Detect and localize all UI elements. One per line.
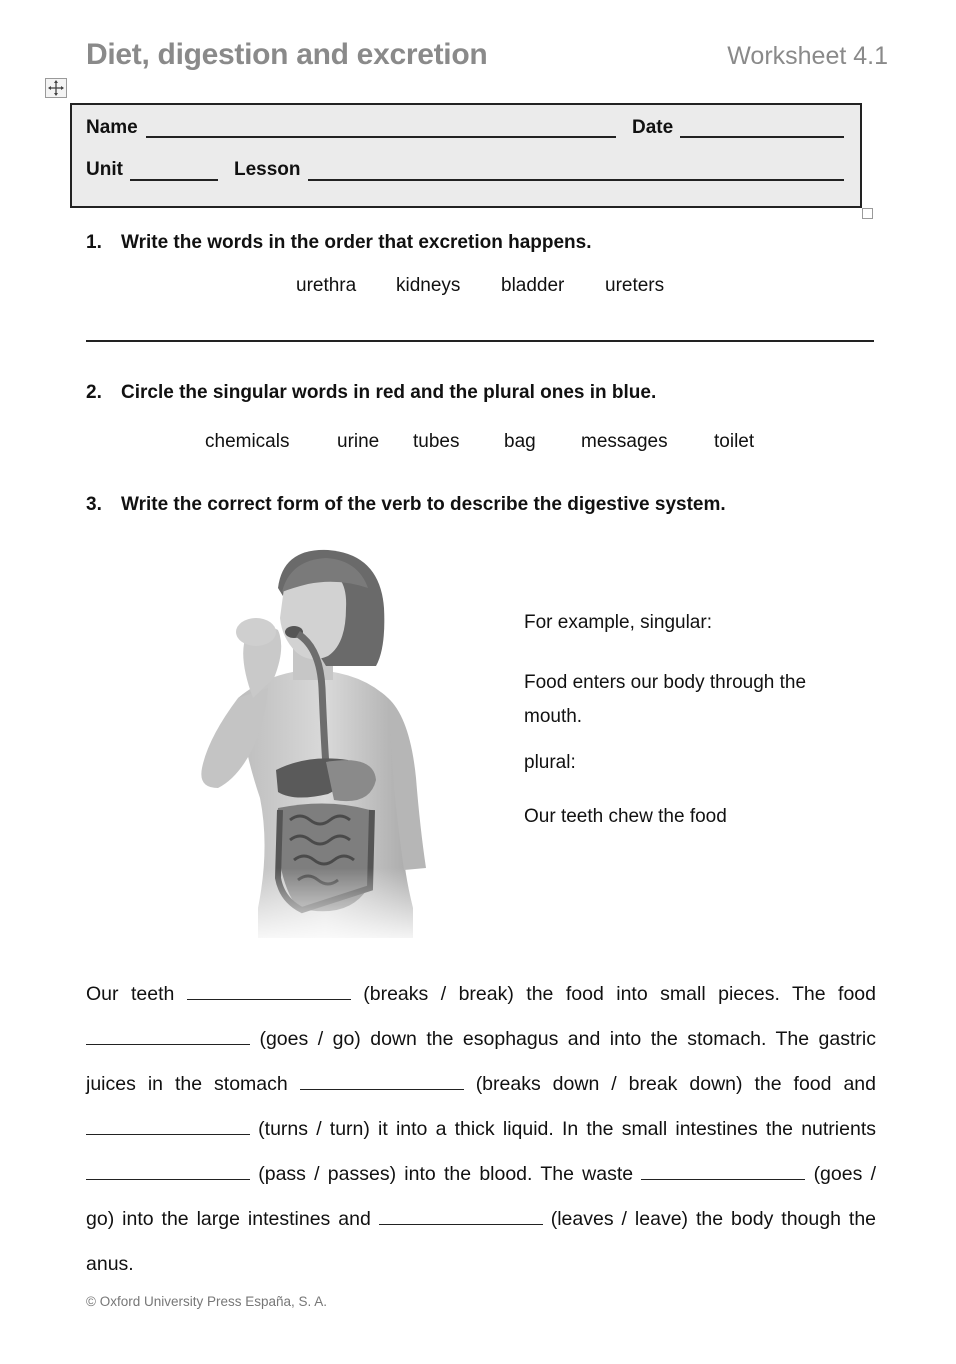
table-move-handle-icon[interactable]: [45, 78, 67, 98]
text-segment: (leaves / leave) the body though the anus.: [86, 1208, 877, 1275]
text-segment: (breaks down / break down) the food and: [475, 1073, 876, 1095]
student-info-box: [70, 103, 862, 208]
unit-label: Unit: [86, 159, 123, 180]
q1-answer-line[interactable]: [86, 340, 874, 342]
worksheet-number: Worksheet 4.1: [727, 42, 888, 70]
question-3: [86, 494, 726, 516]
q2-word[interactable]: urine: [337, 431, 380, 452]
q2-word[interactable]: toilet: [714, 431, 755, 452]
answer-blank[interactable]: [187, 984, 351, 1000]
q1-word: kidneys: [396, 275, 461, 296]
date-label: Date: [632, 117, 674, 138]
fill-in-paragraph: [86, 972, 876, 1287]
q2-word[interactable]: tubes: [413, 431, 460, 452]
digestive-system-illustration: [198, 548, 438, 948]
q2-word[interactable]: chemicals: [205, 431, 290, 452]
answer-blank[interactable]: [641, 1164, 805, 1180]
example-intro: For example, singular:: [524, 612, 712, 633]
lesson-label: Lesson: [234, 159, 301, 180]
q1-word: urethra: [296, 275, 357, 296]
question-1-number: 1.: [86, 232, 102, 253]
question-1: [86, 232, 592, 254]
q1-word: bladder: [501, 275, 565, 296]
name-field[interactable]: [146, 136, 616, 138]
question-2-number: 2.: [86, 382, 102, 403]
plural-label: plural:: [524, 752, 576, 773]
q1-word: ureters: [605, 275, 665, 296]
question-3-text: Write the correct form of the verb to describe the digestive system.: [121, 494, 726, 515]
answer-blank[interactable]: [86, 1164, 250, 1180]
lesson-field[interactable]: [308, 179, 844, 181]
text-segment: (goes / go) down the esophagus and into the stomach. The gastric juices in the stomach: [86, 1028, 876, 1095]
table-resize-handle[interactable]: [862, 208, 873, 219]
question-3-number: 3.: [86, 494, 102, 515]
copyright-footer: © Oxford University Press España, S. A.: [86, 1294, 328, 1309]
question-2: [86, 382, 656, 404]
text-segment: (goes / go) into the large intestines and: [86, 1163, 876, 1230]
text-segment: (pass / passes) into the blood. The waste: [258, 1163, 634, 1185]
answer-blank[interactable]: [300, 1074, 464, 1090]
date-field[interactable]: [680, 136, 844, 138]
unit-field[interactable]: [130, 179, 218, 181]
q2-word[interactable]: bag: [504, 431, 536, 452]
answer-blank[interactable]: [379, 1209, 543, 1225]
example-singular-sentence: Food enters our body through the mouth.: [524, 672, 807, 727]
example-plural-sentence: Our teeth chew the food: [524, 806, 727, 827]
text-segment: Our teeth: [86, 983, 175, 1005]
answer-blank[interactable]: [86, 1029, 250, 1045]
answer-blank[interactable]: [86, 1119, 250, 1135]
question-2-text: Circle the singular words in red and the plural ones in blue.: [121, 382, 657, 403]
text-segment: (breaks / break) the food into small pieces. The food: [363, 983, 876, 1005]
worksheet-title: Diet, digestion and excretion: [86, 38, 488, 71]
question-1-text: Write the words in the order that excretion happens.: [121, 232, 592, 253]
text-segment: (turns / turn) it into a thick liquid. In the small intestines the nutrients: [258, 1118, 876, 1140]
q2-word[interactable]: messages: [581, 431, 668, 452]
name-label: Name: [86, 117, 138, 138]
